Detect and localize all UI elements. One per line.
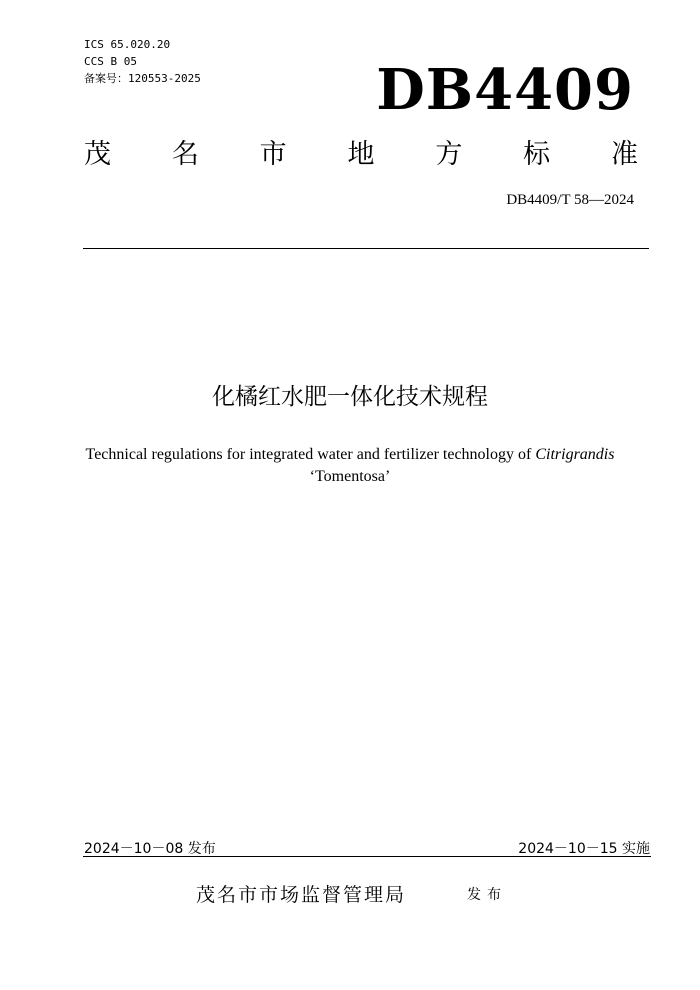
english-title-species: Citrigrandis (535, 446, 615, 463)
header-divider (83, 248, 649, 249)
footer-divider (83, 856, 651, 857)
standard-type-char: 地 (347, 139, 375, 170)
standard-code: DB4409 (376, 57, 634, 123)
implement-date: 2024－10－15 实施 (518, 841, 650, 857)
standard-type-char: 标 (523, 139, 551, 170)
ics-code: ICS 65.020.20 (84, 38, 171, 51)
chinese-title: 化橘红水肥一体化技术规程 (212, 384, 488, 410)
standard-type (84, 138, 638, 172)
standard-number: DB4409/T 58—2024 (506, 192, 634, 208)
publish-date: 2024－10－08 发布 (84, 841, 216, 857)
issue-label: 发布 (467, 887, 507, 903)
standard-type-char: 准 (610, 139, 638, 170)
issuing-authority: 茂名市市场监督管理局 (196, 884, 407, 906)
english-title (60, 444, 640, 488)
english-title-cultivar: ‘Tomentosa’ (309, 468, 391, 485)
ccs-code: CCS B 05 (84, 55, 137, 68)
filing-number: 备案号：120553-2025 (84, 72, 201, 85)
standard-type-char: 方 (435, 139, 463, 170)
standard-type-char: 市 (259, 139, 287, 170)
english-title-text: Technical regulations for integrated water and fertilizer technology of (85, 446, 536, 463)
standard-type-char: 名 (171, 139, 199, 170)
standard-type-char: 茂 (84, 139, 111, 170)
